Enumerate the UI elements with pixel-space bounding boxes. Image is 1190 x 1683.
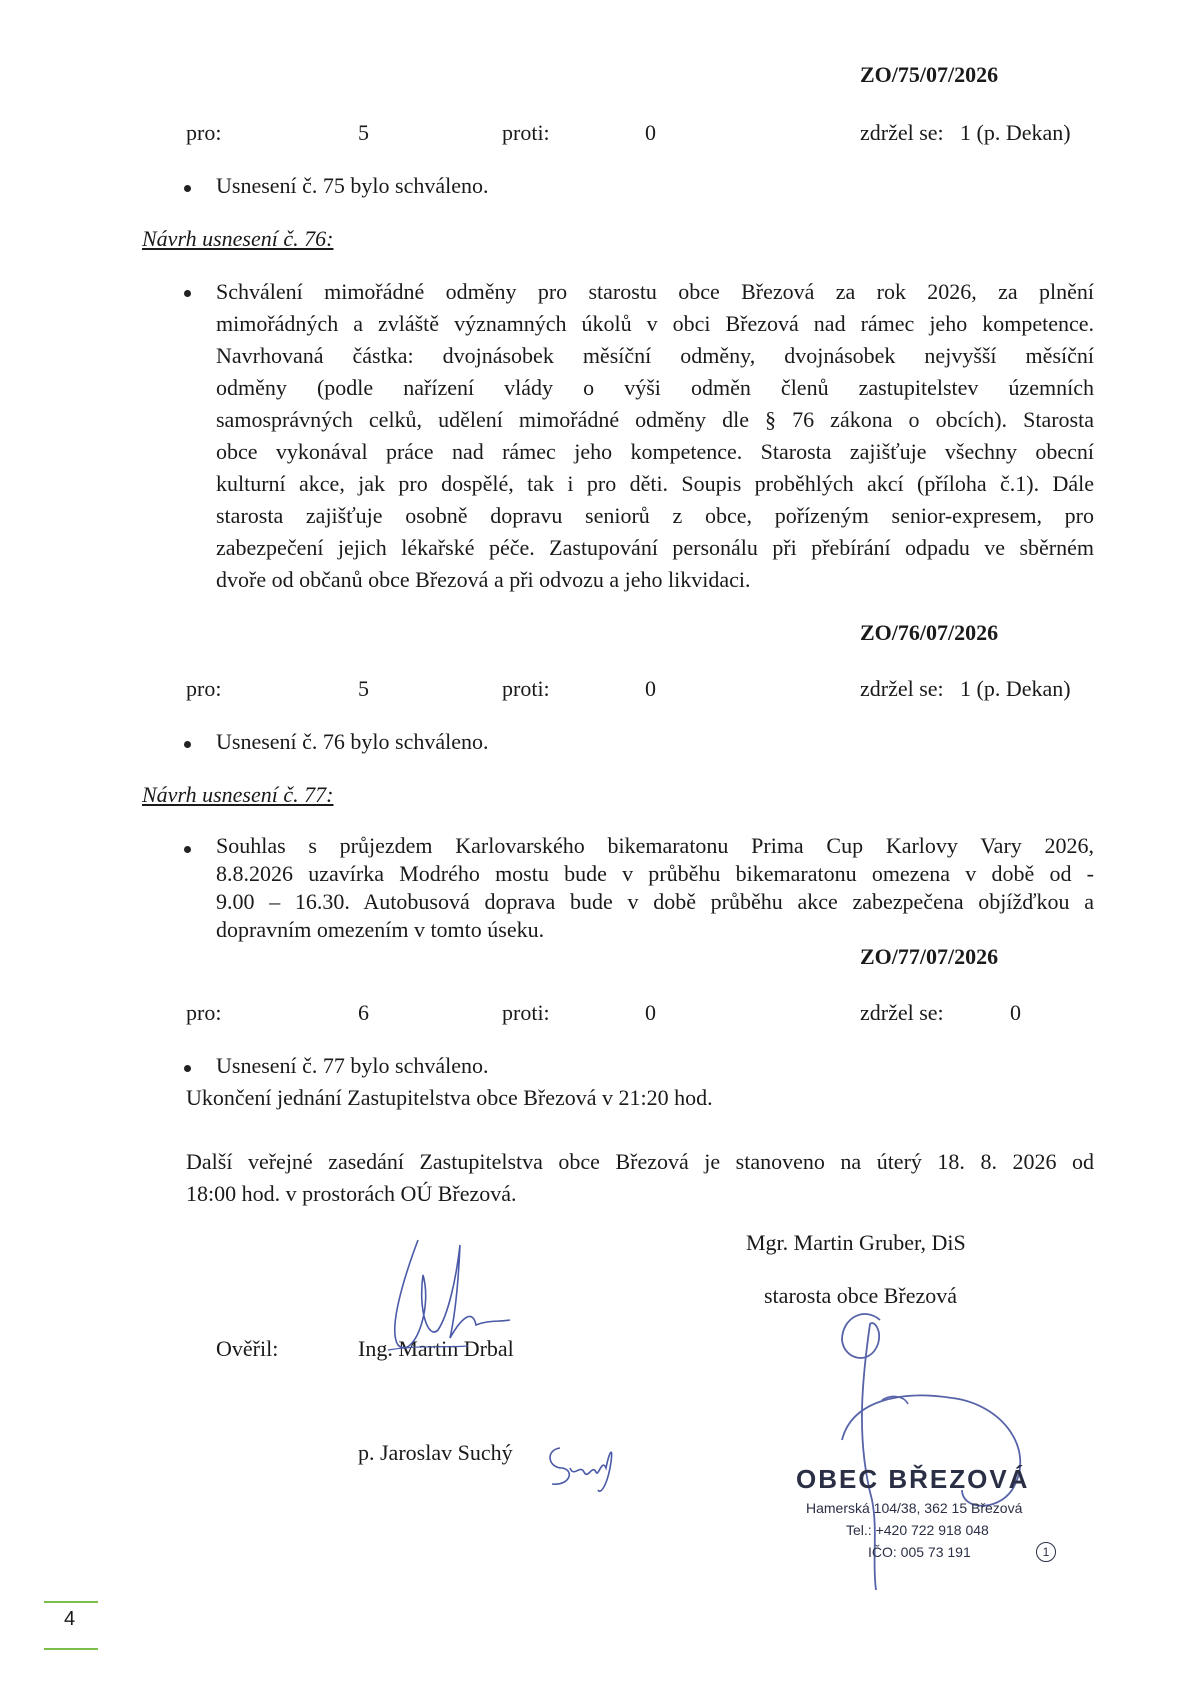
mayor-name: Mgr. Martin Gruber, DiS (746, 1230, 966, 1255)
resolution-result-75: Usnesení č. 75 bylo schváleno. (216, 173, 489, 198)
bullet-icon (184, 185, 191, 192)
bullet-icon (184, 1065, 191, 1072)
vote-pro-label: pro: (186, 1000, 222, 1025)
meeting-closing: Ukončení jednání Zastupitelstva obce Březová v 21:20 hod. (186, 1085, 713, 1110)
vote-abstain-value: 1 (p. Dekan) (960, 120, 1071, 145)
resolution-ref-75: ZO/75/07/2026 (860, 62, 999, 87)
stamp-ico: IČO: 005 73 191 (868, 1544, 971, 1560)
signature-verifier-2 (540, 1438, 620, 1498)
vote-abstain-value: 0 (1010, 1000, 1021, 1025)
verifier-name-1: Ing. Martin Drbal (358, 1336, 514, 1361)
resolution-ref-77: ZO/77/07/2026 (860, 944, 999, 969)
official-stamp (796, 1464, 1086, 1584)
bullet-icon (184, 846, 191, 853)
proposal-text-77: Souhlas s průjezdem Karlovarského bikemaratonu Prima Cup Karlovy Vary 2026, 8.8.2026 uzavírka Modrého mostu bude v průběhu bikemaratonu omezena v době od - 9.00 – 16.30. Autobusová doprava bude v době průběhu akce zabezpečena objížďkou a dopravním omezením v tomto úseku. (216, 833, 1094, 942)
proposal-heading-76: Návrh usnesení č. 76: (142, 226, 334, 251)
page-number: 4 (64, 1608, 76, 1630)
vote-pro-label: pro: (186, 676, 222, 701)
page-number-bottom-rule (44, 1648, 98, 1650)
resolution-ref-76: ZO/76/07/2026 (860, 620, 999, 645)
page-number-top-rule (44, 1601, 98, 1603)
vote-pro-value: 6 (358, 1000, 369, 1025)
resolution-result-77: Usnesení č. 77 bylo schváleno. (216, 1053, 489, 1078)
verified-label: Ověřil: (216, 1336, 279, 1361)
next-meeting: Další veřejné zasedání Zastupitelstva obce Březová je stanoveno na úterý 18. 8. 2026 od 18:00 hod. v prostorách OÚ Březová. (186, 1149, 1094, 1206)
proposal-text-76: Schválení mimořádné odměny pro starostu obce Březová za rok 2026, za plnění mimořádných a zvláště významných úkolů v obci Březová nad rámec jeho kompetence. Navrhovaná částka: dvojnásobek měsíční odměny, dvojnásobek nejvyšší měsíční odměny (podle nařízení vlády o výši odměn členů zastupitelstev územních samosprávných celků, udělení mimořádné odměny dle § 76 zákona o obcích). Starosta obce vykonával práce nad rámec jeho kompetence. Starosta zajišťuje všechny obecní kulturní akce, jak pro dospělé, tak i pro děti. Soupis proběhlých akcí (příloha č.1). Dále starosta zajišťuje osobně dopravu seniorů z obce, pořízeným senior-expresem, pro zabezpečení jejich lékařské péče. Zastupování personálu při přebírání odpadu ve sběrném dvoře od občanů obce Březová a při odvozu a jeho likvidaci. (216, 279, 1094, 592)
stamp-phone: Tel.: +420 722 918 048 (846, 1522, 989, 1538)
vote-proti-value: 0 (645, 1000, 656, 1025)
vote-abstain-value: 1 (p. Dekan) (960, 676, 1071, 701)
proposal-heading-77: Návrh usnesení č. 77: (142, 782, 334, 807)
vote-proti-label: proti: (502, 676, 550, 701)
stamp-circle-mark (1036, 1542, 1056, 1562)
verifier-name-2: p. Jaroslav Suchý (358, 1440, 513, 1465)
stamp-address: Hamerská 104/38, 362 15 Březová (806, 1500, 1023, 1516)
vote-pro-value: 5 (358, 120, 369, 145)
vote-pro-label: pro: (186, 120, 222, 145)
resolution-result-76: Usnesení č. 76 bylo schváleno. (216, 729, 489, 754)
bullet-icon (184, 741, 191, 748)
bullet-icon (184, 290, 191, 297)
vote-proti-label: proti: (502, 120, 550, 145)
vote-proti-label: proti: (502, 1000, 550, 1025)
vote-abstain-label: zdržel se: (860, 120, 944, 145)
mayor-title: starosta obce Březová (764, 1283, 958, 1308)
vote-pro-value: 5 (358, 676, 369, 701)
vote-proti-value: 0 (645, 676, 656, 701)
stamp-mark-text: 1 (1042, 1545, 1050, 1559)
vote-proti-value: 0 (645, 120, 656, 145)
stamp-name: OBEC BŘEZOVÁ (796, 1464, 1030, 1494)
signature-verifier-1 (378, 1220, 518, 1370)
vote-abstain-label: zdržel se: (860, 1000, 944, 1025)
vote-abstain-label: zdržel se: (860, 676, 944, 701)
